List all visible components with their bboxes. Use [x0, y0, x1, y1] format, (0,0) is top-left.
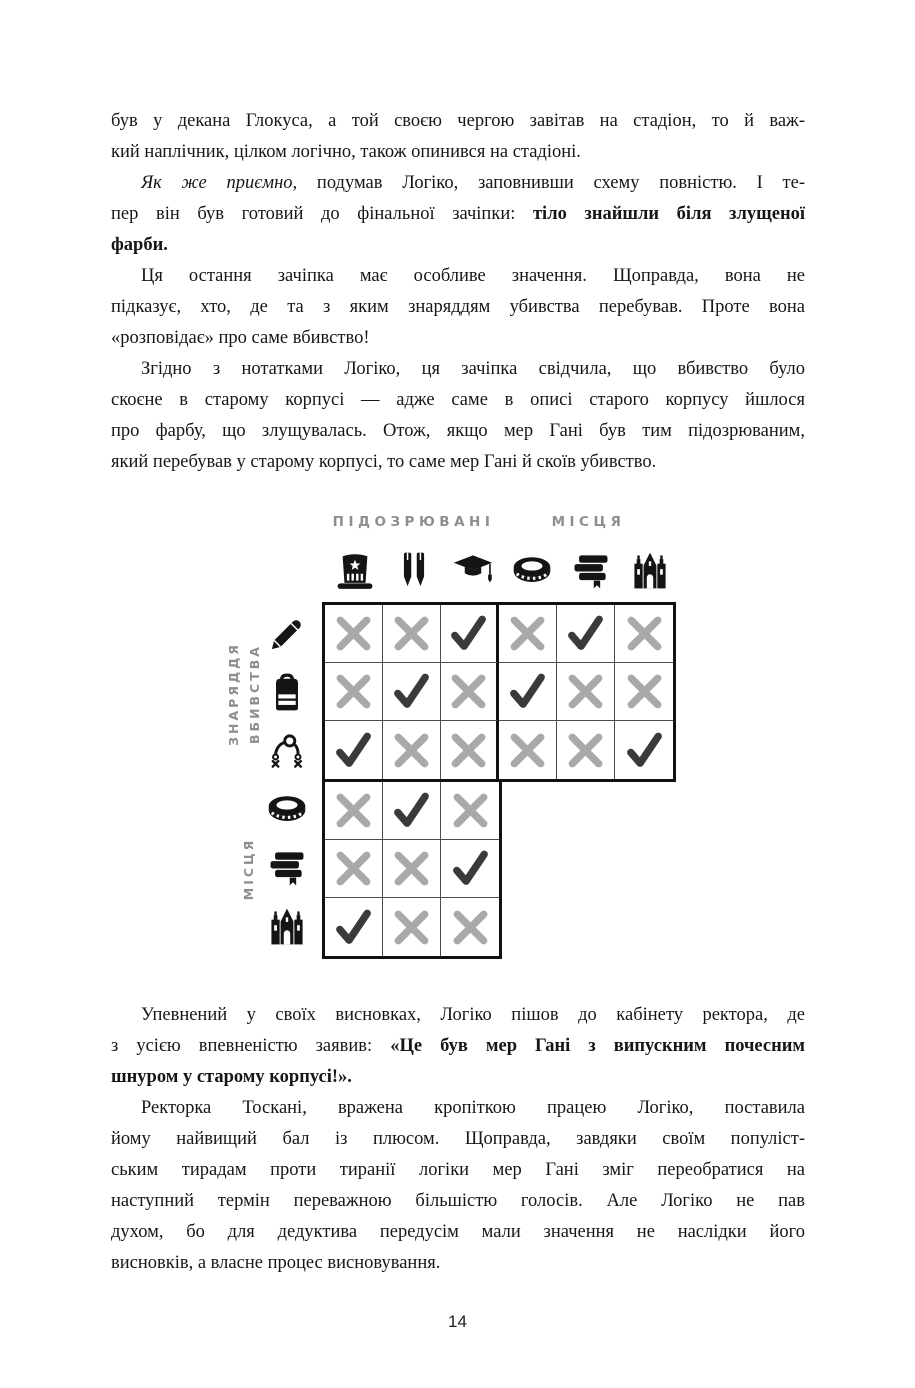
- icon-slot: [384, 546, 443, 596]
- stadium-icon: [265, 788, 309, 832]
- puzzle-cell-check: [615, 721, 673, 779]
- icon-slot: [262, 664, 312, 723]
- puzzle-cell-x: [499, 721, 557, 779]
- text-line: який перебував у старому корпусі, то саме мер Гані й скоїв убивство.: [111, 452, 657, 472]
- puzzle-cell-check: [325, 721, 383, 779]
- text-line: шнуром у старому корпусі!».: [111, 1067, 352, 1087]
- puzzle-cell-x: [499, 605, 557, 663]
- column-icons-row: [325, 546, 679, 596]
- text-line: «розповідає» про саме вбивство!: [111, 328, 370, 348]
- icon-slot: [262, 781, 312, 840]
- puzzle-cell-x: [557, 663, 615, 721]
- row-icons-column: [262, 605, 312, 956]
- icon-slot: [262, 605, 312, 664]
- text-line: Упевнений у своїх висновках, Логіко пішов до кабінету ректора, де: [141, 1005, 805, 1025]
- puzzle-grid-bottom: [322, 779, 502, 959]
- weapons-group-label: ЗНАРЯДДЯ ВБИВСТВА: [226, 642, 262, 746]
- text-line: Як же приємно, подумав Логіко, заповнивши схему повністю. І те-: [141, 173, 805, 193]
- books-icon: [569, 549, 613, 593]
- puzzle-cell-check: [557, 605, 615, 663]
- text-line: ським тирадам проти тиранії логіки мер Гані зміг переобратися на: [111, 1160, 805, 1180]
- text-line: Ця остання зачіпка має особливе значення. Щоправда, вона не: [141, 266, 805, 286]
- icon-slot: [502, 546, 561, 596]
- honor-cord-icon: [265, 729, 309, 773]
- puzzle-cell-check: [441, 605, 499, 663]
- text-line: підказує, хто, де та з яким знаряддям убивства перебував. Проте вона: [111, 297, 805, 317]
- puzzle-cell-x: [441, 782, 499, 840]
- icon-slot: [443, 546, 502, 596]
- puzzle-cell-x: [441, 898, 499, 956]
- puzzle-cell-x: [383, 605, 441, 663]
- pencil-icon: [265, 612, 309, 656]
- mayor-hat-icon: [333, 549, 377, 593]
- puzzle-cell-check: [499, 663, 557, 721]
- text-line: фарби.: [111, 235, 168, 255]
- backpack-icon: [265, 671, 309, 715]
- puzzle-cell-x: [615, 605, 673, 663]
- text-line: духом, бо для дедуктива передусім мали значення не наслідки його: [111, 1222, 805, 1242]
- text-line: про фарбу, що злущувалась. Отож, якщо мер Гані був тим підозрюваним,: [111, 421, 805, 441]
- text-line: був у декана Глокуса, а той своєю чергою завітав на стадіон, то й важ-: [111, 111, 805, 131]
- icon-slot: [325, 546, 384, 596]
- icon-slot: [262, 839, 312, 898]
- text-line: кий наплічник, цілком логічно, також опинився на стадіоні.: [111, 142, 581, 162]
- stadium-icon: [510, 549, 554, 593]
- icon-slot: [561, 546, 620, 596]
- puzzle-cell-x: [383, 721, 441, 779]
- puzzle-cell-x: [615, 663, 673, 721]
- text-line: йому найвищий бал із плюсом. Щоправда, завдяки своїм популіст-: [111, 1129, 805, 1149]
- graduation-cap-icon: [451, 549, 495, 593]
- puzzle-cell-x: [441, 721, 499, 779]
- icon-slot: [262, 898, 312, 957]
- puzzle-cell-x: [441, 663, 499, 721]
- locations-group-label-top: МІСЦЯ: [551, 514, 626, 530]
- icon-slot: [620, 546, 679, 596]
- puzzle-cell-x: [325, 840, 383, 898]
- text-line: Згідно з нотатками Логіко, ця зачіпка свідчила, що вбивство було: [141, 359, 805, 379]
- puzzle-cell-check: [441, 840, 499, 898]
- puzzle-cell-x: [325, 782, 383, 840]
- puzzle-cell-x: [383, 840, 441, 898]
- puzzle-cell-check: [383, 782, 441, 840]
- puzzle-cell-x: [325, 605, 383, 663]
- text-line: Ректорка Тоскані, вражена кропіткою працею Логіко, поставила: [141, 1098, 805, 1118]
- page-number: 14: [448, 1312, 467, 1331]
- suspects-group-label: ПІДОЗРЮВАНІ: [332, 514, 495, 530]
- locations-group-label-left: МІСЦЯ: [241, 837, 256, 901]
- stole-icon: [392, 549, 436, 593]
- text-line: наступний термін переважною більшістю голосів. Але Логіко не пав: [111, 1191, 805, 1211]
- page-text-bottom: [111, 1000, 805, 1279]
- books-icon: [265, 846, 309, 890]
- icon-slot: [262, 722, 312, 781]
- puzzle-cell-check: [325, 898, 383, 956]
- puzzle-cell-check: [383, 663, 441, 721]
- text-line: скоєне в старому корпусі — адже саме в описі старого корпусу йшлося: [111, 390, 805, 410]
- text-line: пер він був готовий до фінальної зачіпки: тіло знайшли біля злущеної: [111, 204, 805, 224]
- text-line: висновків, а власне процес висновування.: [111, 1253, 441, 1273]
- old-building-icon: [628, 549, 672, 593]
- text-line: з усією впевненістю заявив: «Це був мер Гані з випускним почесним: [111, 1036, 805, 1056]
- puzzle-cell-x: [557, 721, 615, 779]
- page-text-top: [111, 106, 805, 478]
- puzzle-cell-x: [383, 898, 441, 956]
- puzzle-grid-top: [322, 602, 676, 782]
- old-building-icon: [265, 905, 309, 949]
- puzzle-cell-x: [325, 663, 383, 721]
